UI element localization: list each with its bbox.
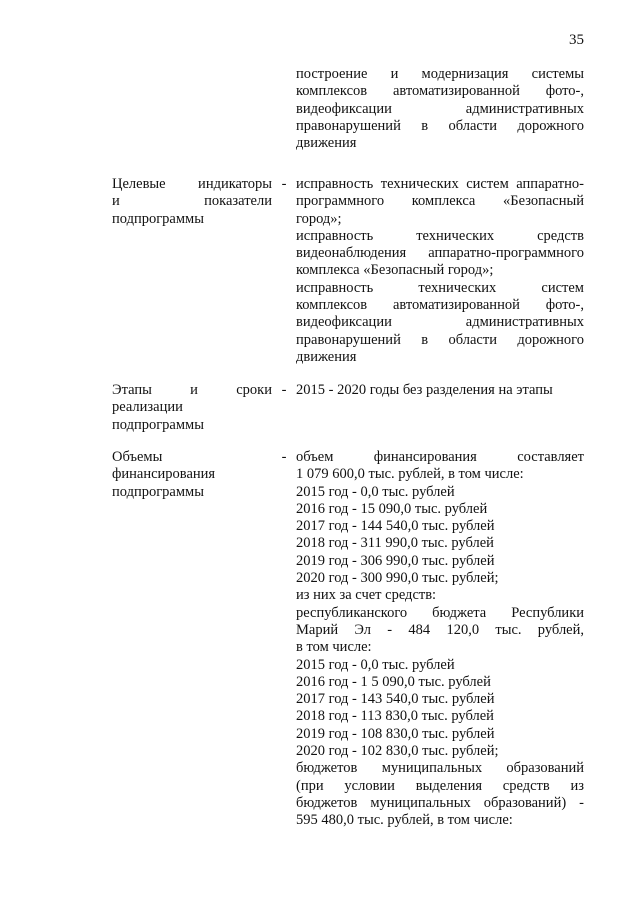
row-dash: -	[281, 449, 287, 465]
text-line: 2018 год - 113 830,0 тыс. рублей	[296, 708, 494, 725]
text-line: 2017 год - 144 540,0 тыс. рублей	[296, 518, 495, 535]
text-line: объем финансирования составляет	[296, 449, 584, 465]
page-number: 35	[569, 32, 584, 48]
text-line: Марий Эл - 484 120,0 тыс. рублей,	[296, 621, 584, 638]
text-line: построение и модернизация системы	[296, 66, 584, 82]
text-line: видеофиксации административных	[296, 314, 584, 331]
text-line: из них за счет средств:	[296, 587, 437, 604]
text-line: видеонаблюдения аппаратно-программного	[296, 245, 584, 262]
text-line: 1 079 600,0 тыс. рублей, в том числе:	[296, 466, 524, 483]
text-line: Этапы и сроки	[112, 382, 272, 398]
text-line: исправность технических средств	[296, 227, 584, 244]
text-line: финансирования	[112, 466, 216, 483]
text-line: реализации	[112, 399, 183, 416]
text-line: 2015 год - 0,0 тыс. рублей	[296, 656, 455, 673]
continuation-text	[296, 66, 584, 152]
row-label	[112, 449, 272, 501]
row-dash: -	[281, 382, 287, 398]
text-line: 2018 год - 311 990,0 тыс. рублей	[296, 535, 494, 552]
row-value	[296, 176, 584, 366]
text-line: подпрограммы	[112, 416, 204, 433]
text-line: город»;	[296, 210, 342, 227]
text-line: 2016 год - 15 090,0 тыс. рублей	[296, 500, 488, 517]
text-line: комплексов автоматизированной фото-,	[296, 83, 584, 100]
text-line: движения	[296, 348, 357, 365]
text-line: движения	[296, 135, 357, 152]
text-line: исправность технических систем	[296, 279, 584, 296]
text-line: 2019 год - 306 990,0 тыс. рублей	[296, 552, 495, 569]
text-line: в том числе:	[296, 639, 372, 656]
text-line: комплекса «Безопасный город»;	[296, 262, 494, 279]
text-line: 2020 год - 300 990,0 тыс. рублей;	[296, 570, 499, 587]
text-line: 2015 - 2020 годы без разделения на этапы	[296, 382, 553, 398]
text-line: 2017 год - 143 540,0 тыс. рублей	[296, 691, 495, 708]
text-line: бюджетов муниципальных образований	[296, 760, 584, 777]
text-line: правонарушений в области дорожного	[296, 331, 584, 348]
text-line: (при условии выделения средств из	[296, 777, 584, 794]
text-line: Целевые индикаторы	[112, 176, 272, 192]
text-line: 2019 год - 108 830,0 тыс. рублей	[296, 725, 495, 742]
text-line: республиканского бюджета Республики	[296, 604, 584, 621]
row-label	[112, 382, 272, 434]
row-value	[296, 382, 584, 399]
text-line: подпрограммы	[112, 483, 204, 500]
text-line: исправность технических систем аппаратно-	[296, 176, 584, 192]
text-line: 595 480,0 тыс. рублей, в том числе:	[296, 812, 513, 829]
row-label	[112, 176, 272, 228]
text-line: Объемы	[112, 449, 163, 465]
text-line: видеофиксации административных	[296, 100, 584, 117]
row-dash: -	[281, 176, 287, 192]
text-line: правонарушений в области дорожного	[296, 117, 584, 134]
text-line: и показатели	[112, 193, 272, 210]
text-line: подпрограммы	[112, 210, 204, 227]
text-line: комплексов автоматизированной фото-,	[296, 297, 584, 314]
text-line: программного комплекса «Безопасный	[296, 193, 584, 210]
row-value	[296, 449, 584, 830]
text-line: 2016 год - 1 5 090,0 тыс. рублей	[296, 673, 491, 690]
text-line: бюджетов муниципальных образований) -	[296, 794, 584, 811]
text-line: 2020 год - 102 830,0 тыс. рублей;	[296, 743, 499, 760]
text-line: 2015 год - 0,0 тыс. рублей	[296, 483, 455, 500]
